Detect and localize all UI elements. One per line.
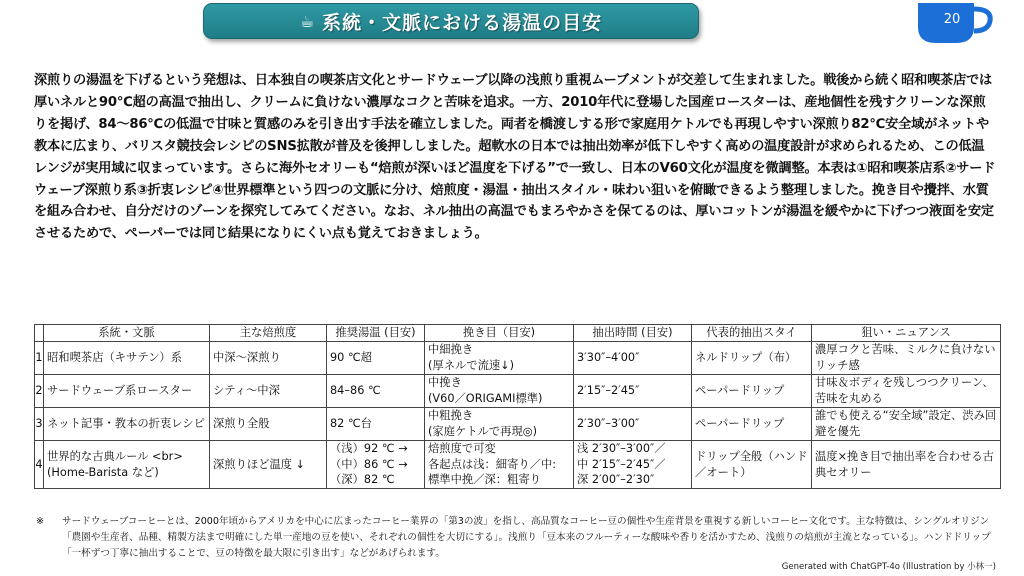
cell-line: (家庭ケトルで再現◎) [428, 425, 538, 438]
footnote-text: サードウェーブコーヒーとは、2000年頃からアメリカを中心に広まったコーヒー業界の「第3の波」を指し、高品質なコーヒー豆の個性や生産背景を重視する新しいコーヒー文化です。主な特徴は、シングルオリジン「農園や生産者、品種、精製方法まで明確にした単一産地の豆を使い、それぞれの個性を大切にする」。浅煎り「豆本来のフルーティーな酸味や香りを活かすため、浅煎りの焙煎が主流となっている」。ハンドドリップ「一杯ずつ丁寧に抽出することで、豆の特徴を最大限に引き出す」などがあげられます。 [62, 516, 991, 559]
cell-style: ペーパードリップ [692, 375, 812, 408]
header-context: 系統・文脈 [44, 325, 210, 342]
intro-paragraph: 深煎りの湯温を下げるという発想は、日本独自の喫茶店文化とサードウェーブ以降の浅煎り重視ムーブメントが交差して生まれました。戦後から続く昭和喫茶店では厚いネルと90℃超の高温で抽出し、クリームに負けない濃厚なコクと苦味を追求。一方、2010年代に登場した国産ロースターは、産地個性を残すクリーンな深煎りを掲げ、84〜86℃の低温で甘味と質感のみを引き出す手法を確立しました。両者を橋渡しする形で家庭用ケトルでも再現しやすい深煎り82℃安全域がネットや教本に広まり、バリスタ競技会レシピのSNS拡散が普及を後押ししました。超軟水の日本では抽出効率が低下しやすく高めの温度設計が求められるため、この低温レンジが実用域に収まっています。さらに海外セオリーも“焙煎が深いほど温度を下げる”で一致し、日本のV60文化が温度を微調整。本表は①昭和喫茶店系②サードウェーブ深煎り系③折衷レシピ④世界標準という四つの文脈に分け、焙煎度・湯温・抽出スタイル・味わい狙いを俯瞰できるよう整理しました。挽き目や攪拌、水質を組み合わせ、自分だけのゾーンを探究してみてください。なお、ネル抽出の高温でもまろやかさを保てるのは、厚いコットンが湯温を緩やかに下げつつ液面を安定させるためで、ペーパーでは同じ結果になりにくい点も覚えておきましょう。 [34, 73, 996, 242]
cell-line: 中 2′15″–2′45″／ [577, 457, 666, 471]
cell-style: ペーパードリップ [692, 408, 812, 441]
cell-line: (厚ネルで流速↓) [428, 359, 515, 372]
cell-line: (V60／ORIGAMI標準) [428, 392, 543, 405]
cell-aim: 温度×挽き目で抽出率を合わせる古典セオリー [812, 441, 1001, 489]
cell-temp: 82 ℃台 [327, 408, 425, 441]
row-number: 4 [35, 441, 44, 489]
cell-temp: 90 ℃超 [327, 342, 425, 375]
cell-context: サードウェーブ系ロースター [44, 375, 210, 408]
cell-aim: 濃厚コクと苦味、ミルクに負けないリッチ感 [812, 342, 1001, 375]
cell-line: 各起点は浅：細寄り／中: [428, 457, 557, 471]
footnote [36, 514, 996, 562]
table-header-row [35, 325, 1001, 342]
header-no [35, 325, 44, 342]
temperature-table [34, 324, 1001, 489]
cell-roast: 深煎り全般 [210, 408, 327, 441]
cell-aim: 甘味＆ボディを残しつつクリーン、苦味を丸める [812, 375, 1001, 408]
cell-context: 昭和喫茶店（キサテン）系 [44, 342, 210, 375]
cell-line: 中挽き [428, 376, 462, 390]
header-temp: 推奨湯温 (目安) [327, 325, 425, 342]
cell-roast: 深煎りほど温度 ↓ [210, 441, 327, 489]
cell-grind [425, 408, 574, 441]
table-row [35, 408, 1001, 441]
title-bar [203, 3, 699, 39]
credit-text: Generated with ChatGPT-4o (Illustration by 小林一) [781, 562, 996, 572]
header-time: 抽出時間 (目安) [574, 325, 692, 342]
table-row [35, 375, 1001, 408]
cell-time: 2′30″–3′00″ [574, 408, 692, 441]
cell-context: ネット記事・教本の折衷レシピ [44, 408, 210, 441]
cell-aim: 誰でも使える“安全域”設定、渋み回避を優先 [812, 408, 1001, 441]
row-number: 1 [35, 342, 44, 375]
coffee-cup-icon: ☕ [299, 11, 315, 31]
header-roast: 主な焙煎度 [210, 325, 327, 342]
cell-time [574, 441, 692, 489]
cell-line: 標準中挽／深：粗寄り [428, 473, 541, 487]
row-number: 3 [35, 408, 44, 441]
cell-line: 焙煎度で可変 [428, 442, 496, 456]
cell-line: （中）86 ℃ → [330, 457, 408, 471]
cell-roast: 中深〜深煎り [210, 342, 327, 375]
cell-temp: 84–86 ℃ [327, 375, 425, 408]
cell-line: 中細挽き [428, 343, 474, 357]
table-row [35, 441, 1001, 489]
page-number: 20 [943, 12, 961, 27]
cell-grind [425, 441, 574, 489]
cell-temp [327, 441, 425, 489]
header-style: 代表的抽出スタイ [692, 325, 812, 342]
cell-time: 2′15″–2′45″ [574, 375, 692, 408]
header-aim: 狙い・ニュアンス [812, 325, 1001, 342]
cell-style: ネルドリップ（布） [692, 342, 812, 375]
header-grind: 挽き目（目安) [425, 325, 574, 342]
page-title: 系統・文脈における湯温の目安 [322, 11, 603, 34]
footnote-mark: ※ [36, 516, 45, 527]
cell-line: 深 2′00″–2′30″ [577, 473, 655, 487]
cell-grind [425, 342, 574, 375]
cell-time: 3′30″–4′00″ [574, 342, 692, 375]
row-number: 2 [35, 375, 44, 408]
cell-roast: シティ〜中深 [210, 375, 327, 408]
cell-line: （深）82 ℃ [330, 473, 395, 487]
cell-line: （浅）92 ℃ → [330, 442, 408, 456]
cell-line: 浅 2′30″–3′00″／ [577, 442, 666, 456]
cell-grind [425, 375, 574, 408]
cell-context: 世界的な古典ルール <br>(Home-Barista など) [44, 441, 210, 489]
table-row [35, 342, 1001, 375]
cell-line: 中粗挽き [428, 409, 474, 423]
cell-style: ドリップ全般（ハンド／オート） [692, 441, 812, 489]
